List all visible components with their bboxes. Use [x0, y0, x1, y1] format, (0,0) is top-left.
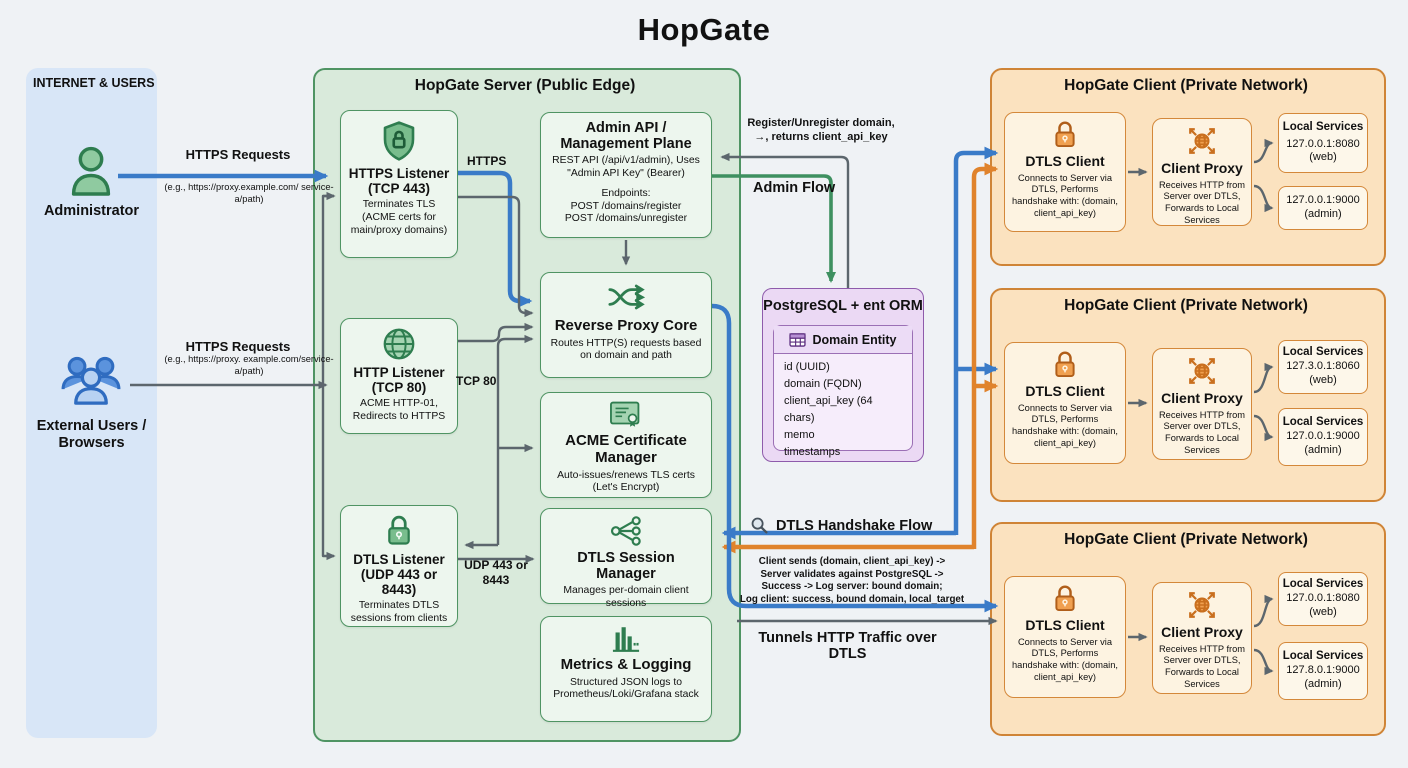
- shuffle-icon: [604, 279, 648, 315]
- http-listener-box: [340, 318, 458, 434]
- entity-field: memo: [784, 429, 815, 442]
- acme-manager-title: ACME Certificate Manager: [565, 432, 687, 466]
- user-https-requests-label: HTTPS Requests: [185, 339, 291, 354]
- server-panel-title: HopGate Server (Public Edge): [414, 77, 636, 94]
- handshake-flow-title: DTLS Handshake Flow: [776, 517, 933, 534]
- globe-arrows-icon: [1185, 588, 1219, 622]
- administrator-icon: [63, 143, 119, 201]
- service-address: 127.0.0.1:9000: [1286, 430, 1360, 443]
- client1-title: HopGate Client (Private Network): [1064, 77, 1308, 94]
- padlock-icon: [382, 513, 416, 549]
- table-icon: [789, 333, 806, 347]
- service-tag: (admin): [1304, 208, 1342, 220]
- admin-https-requests-example: (e.g., https://proxy.example.com/ service-a/path): [164, 182, 334, 205]
- dtls-session-manager-desc: Manages per-domain client sessions: [563, 585, 689, 610]
- dtls-session-manager-title: DTLS Session Manager: [577, 550, 675, 583]
- user-https-requests-example: (e.g., https://proxy. example.com/service-a/path): [164, 354, 334, 377]
- external-users-label: External Users / Browsers: [36, 418, 147, 452]
- admin-flow-label: Admin Flow: [753, 180, 836, 196]
- udp-arrow-label: UDP 443 or 8443: [464, 558, 528, 587]
- admin-api-endpoint-1: POST /domains/register: [570, 200, 682, 212]
- shield-lock-icon: [378, 119, 420, 163]
- magnifier-icon: [750, 516, 769, 535]
- bar-chart-icon: [609, 624, 643, 654]
- padlock-icon: [1050, 583, 1080, 615]
- client3-dtls-client-title: DTLS Client: [1025, 617, 1105, 633]
- register-flow-line2: →, returns client_api_key: [754, 131, 888, 144]
- certificate-icon: [609, 400, 643, 430]
- client2-dtls-client-box: [1004, 342, 1126, 464]
- register-flow-label: [740, 116, 902, 145]
- https-listener-box: [340, 110, 458, 258]
- service-header: Local Services: [1282, 578, 1364, 591]
- https-listener-title: HTTPS Listener (TCP 443): [348, 166, 450, 197]
- reverse-proxy-title: Reverse Proxy Core: [554, 317, 698, 334]
- acme-manager-desc: Auto-issues/renews TLS certs (Let's Encrypt): [557, 469, 695, 494]
- share-nodes-icon: [607, 515, 645, 547]
- handshake-flow-detail: [702, 556, 1002, 607]
- page-title: HopGate: [637, 12, 771, 47]
- dtls-listener-title: DTLS Listener (UDP 443 or 8443): [353, 552, 445, 598]
- client3-service-1: [1278, 572, 1368, 626]
- acme-manager-box: [540, 392, 712, 498]
- client1-proxy-box: [1152, 118, 1252, 226]
- entity-field: client_api_key (64 chars): [784, 395, 873, 425]
- admin-api-title: Admin API / Management Plane: [560, 120, 692, 153]
- postgresql-title: PostgreSQL + ent ORM: [763, 298, 923, 314]
- client1-dtls-client-desc: Connects to Server via DTLS, Performs handshake with: (domain, client_api_key): [1012, 172, 1118, 218]
- https-arrow-label: HTTPS: [467, 154, 507, 168]
- register-flow-line1: Register/Unregister domain,: [747, 117, 895, 129]
- https-listener-desc: Terminates TLS (ACME certs for main/proxy domains): [350, 199, 448, 236]
- client1-dtls-client-title: DTLS Client: [1025, 153, 1105, 169]
- admin-api-endpoints-label: Endpoints:: [601, 187, 651, 199]
- handshake-detail-line: Success -> Log server: bound domain;: [761, 581, 943, 593]
- padlock-icon: [1050, 119, 1080, 151]
- client2-service-2: [1278, 408, 1368, 466]
- admin-api-box: [540, 112, 712, 238]
- postgresql-box: [762, 288, 924, 462]
- administrator-label: Administrator: [43, 203, 140, 219]
- client3-proxy-box: [1152, 582, 1252, 694]
- client2-service-1: [1278, 340, 1368, 394]
- service-address: 127.0.0.1:9000: [1286, 194, 1360, 207]
- http-listener-title: HTTP Listener (TCP 80): [353, 365, 445, 396]
- globe-arrows-icon: [1185, 354, 1219, 388]
- tunnel-flow-label: Tunnels HTTP Traffic over DTLS: [758, 630, 937, 662]
- client2-proxy-box: [1152, 348, 1252, 460]
- service-address: 127.0.0.1:8080: [1286, 592, 1360, 605]
- client2-title: HopGate Client (Private Network): [1064, 297, 1308, 314]
- client3-proxy-title: Client Proxy: [1161, 624, 1243, 640]
- service-header: Local Services: [1282, 416, 1364, 429]
- domain-entity-title: Domain Entity: [812, 332, 897, 347]
- service-address: 127.0.0.1:8080: [1286, 137, 1360, 150]
- client3-dtls-client-desc: Connects to Server via DTLS, Performs handshake with: (domain, client_api_key): [1012, 636, 1118, 682]
- handshake-detail-line: Log client: success, bound domain, local_target: [739, 594, 965, 606]
- metrics-logging-title: Metrics & Logging: [560, 656, 692, 673]
- admin-api-endpoint-2: POST /domains/unregister: [564, 213, 688, 225]
- admin-api-desc: REST API (/api/v1/admin), Uses "Admin API Key" (Bearer): [552, 155, 700, 180]
- service-tag: (admin): [1304, 443, 1342, 456]
- metrics-logging-box: [540, 616, 712, 722]
- service-tag: (web): [1309, 605, 1337, 618]
- client1-dtls-client-box: [1004, 112, 1126, 232]
- client2-dtls-client-desc: Connects to Server via DTLS, Performs handshake with: (domain, client_api_key): [1012, 402, 1118, 448]
- padlock-icon: [1050, 349, 1080, 381]
- client3-title: HopGate Client (Private Network): [1064, 531, 1308, 548]
- handshake-detail-line: Server validates against PostgreSQL ->: [760, 568, 944, 580]
- tcp80-arrow-label: TCP 80: [456, 374, 497, 388]
- client3-proxy-desc: Receives HTTP from Server over DTLS, Forwards to Local Services: [1158, 643, 1246, 689]
- client3-dtls-client-box: [1004, 576, 1126, 698]
- entity-field: id (UUID): [784, 361, 830, 373]
- http-listener-desc: ACME HTTP-01, Redirects to HTTPS: [352, 398, 446, 422]
- service-address: 127.3.0.1:8060: [1286, 360, 1360, 373]
- service-header: Local Services: [1282, 346, 1364, 359]
- service-tag: (admin): [1304, 677, 1342, 690]
- dtls-listener-box: [340, 505, 458, 627]
- dtls-session-manager-box: [540, 508, 712, 610]
- dtls-listener-desc: Terminates DTLS sessions from clients: [350, 600, 448, 625]
- handshake-flow-label: [750, 516, 932, 535]
- entity-field: domain (FQDN): [784, 378, 862, 391]
- metrics-logging-desc: Structured JSON logs to Prometheus/Loki/Grafana stack: [553, 676, 699, 701]
- service-tag: (web): [1309, 151, 1337, 164]
- handshake-detail-line: Client sends (domain, client_api_key) ->: [758, 556, 946, 567]
- client1-service-1: [1278, 113, 1368, 173]
- service-header: Local Services: [1282, 120, 1364, 133]
- client2-dtls-client-title: DTLS Client: [1025, 383, 1105, 399]
- entity-field: timestamps: [784, 446, 841, 459]
- client1-proxy-title: Client Proxy: [1161, 160, 1243, 176]
- client1-proxy-desc: Receives HTTP from Server over DTLS, Forwards to Local Services: [1158, 179, 1246, 225]
- globe-icon: [381, 326, 417, 362]
- reverse-proxy-desc: Routes HTTP(S) requests based on domain and path: [550, 337, 702, 362]
- service-tag: (web): [1309, 373, 1337, 386]
- globe-arrows-icon: [1185, 124, 1219, 158]
- internet-panel-title: INTERNET & USERS: [33, 76, 155, 90]
- service-header: Local Services: [1282, 650, 1364, 663]
- external-users-icon: [58, 348, 124, 410]
- client3-service-2: [1278, 642, 1368, 700]
- admin-https-requests-label: HTTPS Requests: [185, 147, 291, 162]
- service-address: 127.8.0.1:9000: [1286, 664, 1360, 677]
- client2-proxy-title: Client Proxy: [1161, 390, 1243, 406]
- client1-service-2: [1278, 186, 1368, 230]
- reverse-proxy-box: [540, 272, 712, 378]
- domain-entity-box: [773, 325, 913, 459]
- client2-proxy-desc: Receives HTTP from Server over DTLS, Forwards to Local Services: [1158, 409, 1246, 455]
